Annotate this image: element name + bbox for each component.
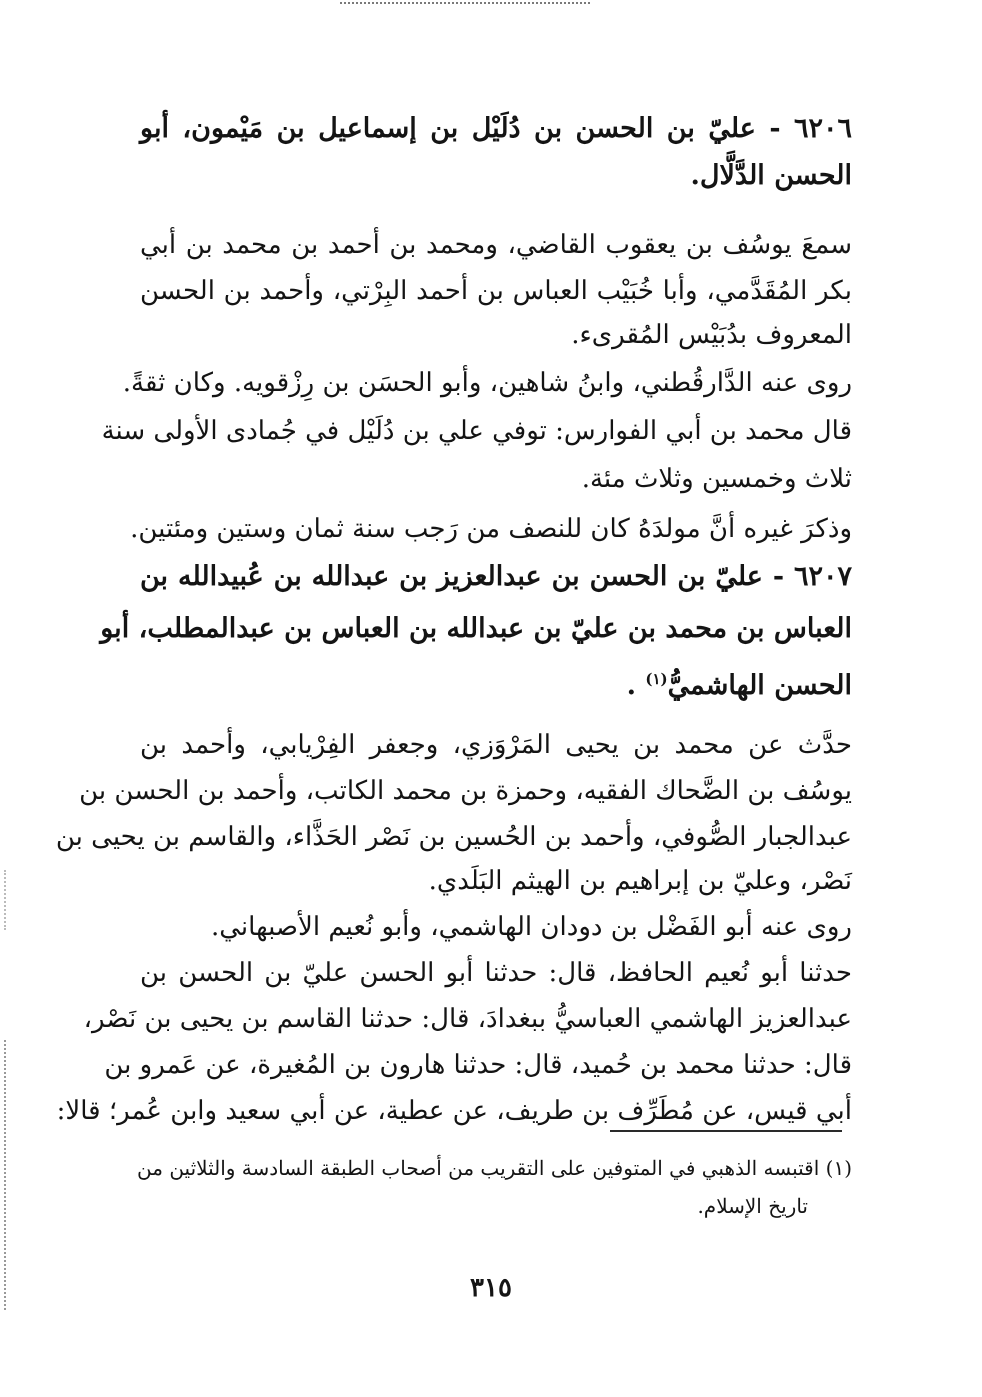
entry-6207-heading-line-3 [627,656,852,709]
entry-6207-heading-name: الحسن الهاشميُّ [667,670,852,701]
entry-6206-text-line-1: سمعَ يوسُف بن يعقوب القاضي، ومحمد بن أحمد بن محمد بن أبي [140,230,852,260]
entry-6207-text-line-9: أبي قيس، عن مُطَرِّف بن طريف، عن عطية، عن أبي سعيد وابن عُمر؛ قالا: [56,1096,852,1126]
entry-6207-heading-line-2: العباس بن محمد بن عليّ بن عبدالله بن العباس بن عبدالمطلب، أبو [100,613,852,644]
margin-scan-mark-lower [4,1040,6,1310]
entry-6206-text-line-2: بكر المُقَدَّمي، وأبا خُبَيْب العباس بن أحمد البِرْتي، وأحمد بن الحسن [140,276,852,306]
footnote-separator [610,1130,842,1132]
entry-6207-text-line-2: يوسُف بن الضَّحاك الفقيه، وحمزة بن محمد الكاتب، وأحمد بن الحسن بن [79,776,852,806]
entry-6207-text-line-7: عبدالعزيز الهاشمي العباسيُّ ببغدادَ، قال: حدثنا القاسم بن يحيى بن نَصْر، [83,1004,852,1034]
margin-scan-mark-upper [4,870,6,930]
entry-6206-text-line-6: ثلاث وخمسين وثلاث مئة. [581,464,852,494]
entry-6207-text-line-6: حدثنا أبو نُعيم الحافظ، قال: حدثنا أبو الحسن عليّ بن الحسن بن [140,958,852,988]
top-scan-mark [340,2,590,8]
entry-6206-heading-line-2: الحسن الدَّلَّال. [690,160,852,191]
entry-6207-text-line-8: قال: حدثنا محمد بن حُميد، قال: حدثنا هارون بن المُغيرة، عن عَمرو بن [104,1050,852,1080]
entry-6206-heading-line-1: ٦٢٠٦ - عليّ بن الحسن بن دُلَيْل بن إسماعيل بن مَيْمون، أبو [140,113,852,144]
page-number: ٣١٥ [470,1273,512,1303]
entry-6207-text-line-4: نَصْر، وعليّ بن إبراهيم بن الهيثم البَلَدي. [428,866,852,896]
entry-6207-heading-line-1: ٦٢٠٧ - عليّ بن الحسن بن عبدالعزيز بن عبدالله بن عُبيدالله بن [140,561,852,592]
entry-6207-text-line-5: روى عنه أبو الفَضْل بن دودان الهاشمي، وأبو نُعيم الأصبهاني. [211,912,852,942]
footnote-line-1: (١) اقتبسه الذهبي في المتوفين على التقريب من أصحاب الطبقة السادسة والثلاثين من [137,1156,852,1180]
entry-6207-text-line-3: عبدالجبار الصُّوفي، وأحمد بن الحُسين بن نَصْر الحَذَّاء، والقاسم بن يحيى بن [55,822,852,852]
entry-6207-text-line-1: حدَّث عن محمد بن يحيى المَرْوَزي، وجعفر الفِرْيابي، وأحمد بن [140,730,852,760]
entry-6206-text-line-5: قال محمد بن أبي الفوارس: توفي علي بن دُلَيْل في جُمادى الأولى سنة [101,416,852,446]
heading-end: . [626,670,636,701]
entry-6206-text-line-7: وذكرَ غيره أنَّ مولدَهُ كان للنصف من رَجب سنة ثمان وستين ومئتين. [130,514,852,544]
footnote-line-2: تاريخ الإسلام. [697,1194,808,1218]
entry-6206-text-line-3: المعروف بدُبَيْس المُقرىء. [571,320,852,350]
entry-6206-text-line-4: روى عنه الدَّارقُطني، وابنُ شاهين، وأبو الحسَن بن رِزْقويه. وكان ثقةً. [122,368,852,398]
footnote-ref: (١) [645,670,668,688]
